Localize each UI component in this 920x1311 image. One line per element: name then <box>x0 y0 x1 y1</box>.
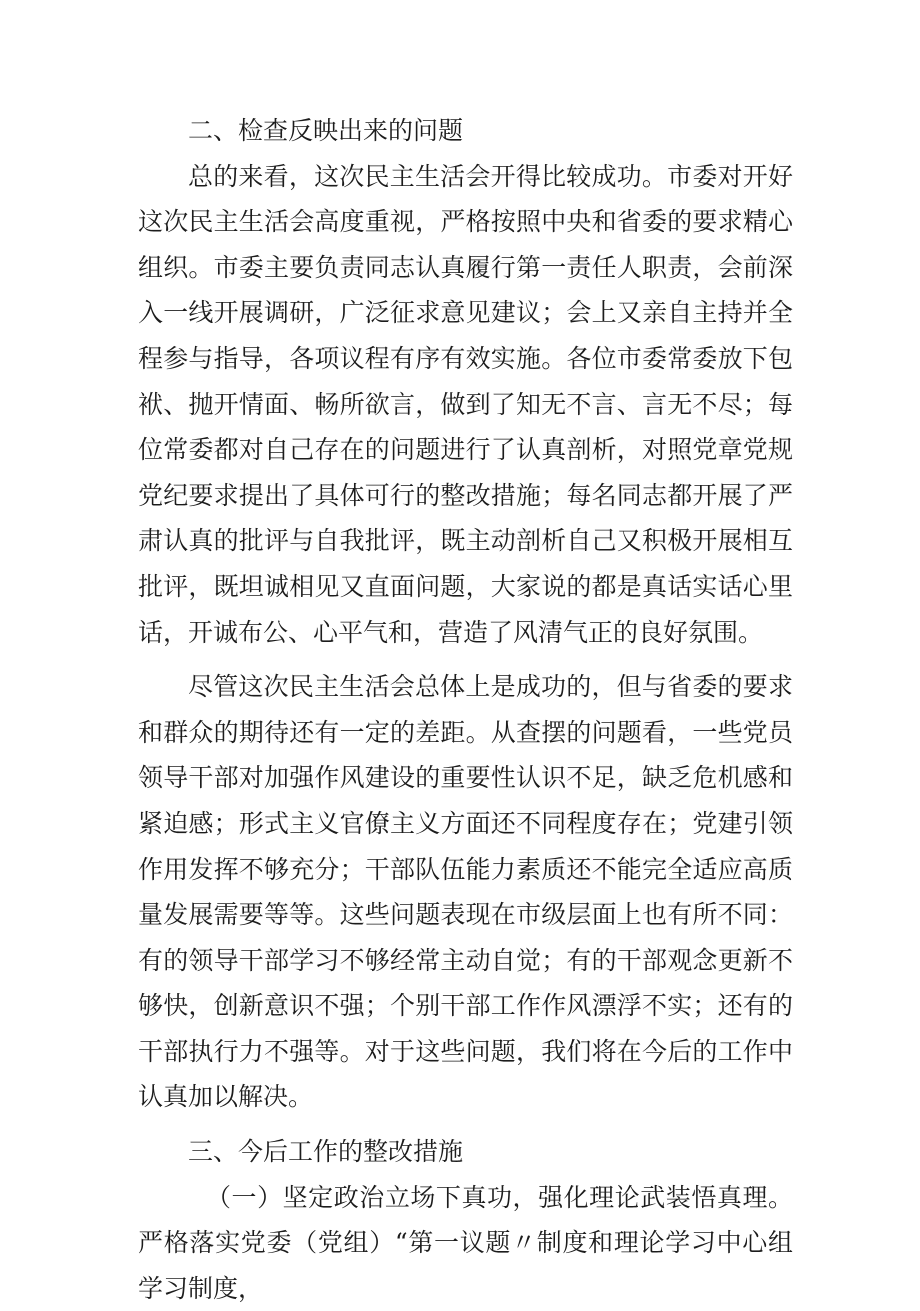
paragraph-summary: 总的来看，这次民主生活会开得比较成功。市委对开好这次民主生活会高度重视，严格按照中央和省委的要求精心组织。市委主要负责同志认真履行第一责任人职责，会前深入一线开展调研，广泛征求意见建议；会上又亲自主持并全程参与指导，各项议程有序有效实施。各位市委常委放下包袱、抛开情面、畅所欲言，做到了知无不言、言无不尽；每位常委都对自己存在的问题进行了认真剖析，对照党章党规党纪要求提出了具体可行的整改措施；每名同志都开展了严肃认真的批评与自我批评，既主动剖析自己又积极开展相互批评，既坦诚相见又直面问题，大家说的都是真话实话心里话，开诚布公、心平气和，营造了风清气正的良好氛围。 <box>138 161 793 647</box>
section-heading-problems: 二、检查反映出来的问题 <box>188 116 464 145</box>
section-heading-measures: 三、今后工作的整改措施 <box>188 1137 464 1167</box>
paragraph-measure-1: （一）坚定政治立场下真功，强化理论武装悟真理。严格落实党委（党组）“第一议题〃制度和理论学习中心组学习制度， <box>138 1182 793 1303</box>
paragraph-shortcomings: 尽管这次民主生活会总体上是成功的，但与省委的要求和群众的期待还有一定的差距。从查摆的问题看，一些党员领导干部对加强作风建设的重要性认识不足，缺乏危机感和紧迫感；形式主义官僚主义方面还不同程度存在；党建引领作用发挥不够充分；干部队伍能力素质还不能完全适应高质量发展需要等等。这些问题表现在市级层面上也有所不同：有的领导干部学习不够经常主动自觉；有的干部观念更新不够快，创新意识不强；个别干部工作作风漂浮不实；还有的干部执行力不强等。对于这些问题，我们将在今后的工作中认真加以解决。 <box>138 672 793 1112</box>
document-body <box>138 108 793 1311</box>
